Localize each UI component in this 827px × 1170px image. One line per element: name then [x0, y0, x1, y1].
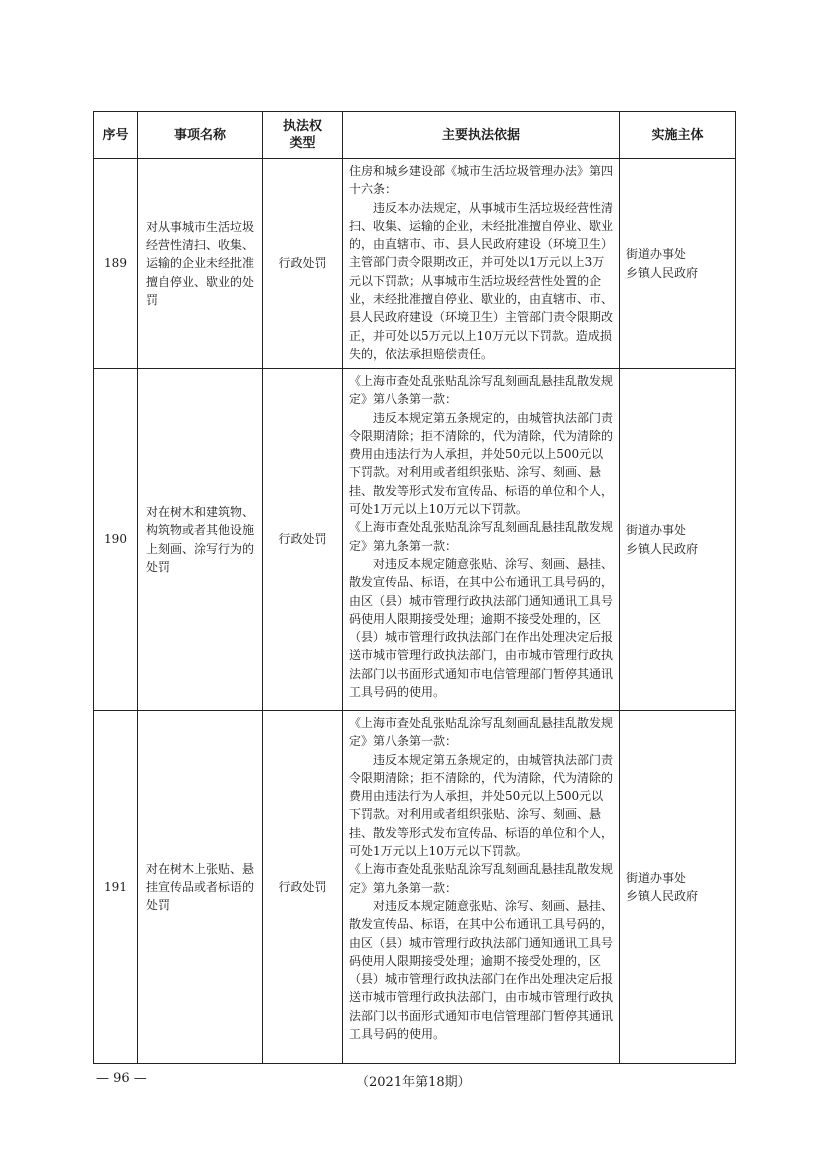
- body-line: 街道办事处: [626, 247, 687, 262]
- basis-paragraph: 《上海市查处乱张贴乱涂写乱刻画乱悬挂乱散发规定》第九条第一款：: [349, 520, 614, 553]
- header-seq: 序号: [94, 112, 138, 159]
- row-seq: 190: [94, 369, 138, 711]
- body-line: 街道办事处: [626, 523, 687, 538]
- body-line: 乡镇人民政府: [626, 265, 699, 280]
- header-type: [263, 112, 343, 159]
- body-line: 街道办事处: [626, 870, 687, 885]
- basis-paragraph: 违反本规定第五条规定的，由城管执法部门责令限期清除；拒不清除的，代为清除，代为清除的费用由违法行为人承担，并处50元以上500元以下罚款。对利用或者组织张贴、涂写、刻画、悬挂、散发等形式发布宣传品、标语的单位和个人，可处1万元以上10万元以下罚款。: [349, 410, 614, 517]
- header-type-line2: 类型: [289, 136, 316, 151]
- basis-paragraph: 《上海市查处乱张贴乱涂写乱刻画乱悬挂乱散发规定》第八条第一款：: [349, 716, 614, 749]
- table-row: [94, 159, 736, 369]
- header-type-line1: 执法权: [282, 119, 322, 134]
- row-seq: 189: [94, 159, 138, 369]
- regulation-table: [93, 111, 736, 1064]
- basis-paragraph: 《上海市查处乱张贴乱涂写乱刻画乱悬挂乱散发规定》第九条第一款：: [349, 862, 614, 895]
- basis-paragraph: 违反本办法规定，从事城市生活垃圾经营性清扫、收集、运输的企业，未经批准擅自停业、歇业的，由直辖市、市、县人民政府建设（环境卫生）主管部门责令限期改正，并可处以1万元以上3万元以下罚款；从事城市生活垃圾经营性处置的企业，未经批准擅自停业、歇业的，由直辖市、市、县人民政府建设（环境卫生）主管部门责令限期改正，并可处以5万元以上10万元以下罚款。造成损失的，依法承担赔偿责任。: [349, 200, 614, 361]
- basis-paragraph: 住房和城乡建设部《城市生活垃圾管理办法》第四十六条：: [349, 164, 614, 197]
- row-implementing-body: [620, 711, 736, 1064]
- regulation-table-container: [93, 111, 735, 1064]
- row-item-name: 对从事城市生活垃圾经营性清扫、收集、运输的企业未经批准擅自停业、歇业的处罚: [138, 159, 263, 369]
- header-body: 实施主体: [620, 112, 736, 159]
- page-number: — 96 —: [96, 1071, 147, 1086]
- row-item-name: 对在树木上张贴、悬挂宣传品或者标语的处罚: [138, 711, 263, 1064]
- table-header-row: [94, 112, 736, 159]
- basis-paragraph: 对违反本规定随意张贴、涂写、刻画、悬挂、散发宣传品、标语，在其中公布通讯工具号码的，由区（县）城市管理行政执法部门通知通讯工具号码使用人限期接受处理；逾期不接受处理的，区（县）城市管理行政执法部门在作出处理决定后报送市城市管理行政执法部门，由市城市管理行政执法部门以书面形式通知市电信管理部门暂停其通讯工具号码的使用。: [349, 556, 614, 700]
- row-type: 行政处罚: [263, 711, 343, 1064]
- basis-paragraph: 对违反本规定随意张贴、涂写、刻画、悬挂、散发宣传品、标语，在其中公布通讯工具号码的，由区（县）城市管理行政执法部门通知通讯工具号码使用人限期接受处理；逾期不接受处理的，区（县）城市管理行政执法部门在作出处理决定后报送市城市管理行政执法部门，由市城市管理行政执法部门以书面形式通知市电信管理部门暂停其通讯工具号码的使用。: [349, 898, 614, 1042]
- body-line: 乡镇人民政府: [626, 541, 699, 556]
- table-row: [94, 369, 736, 711]
- row-basis: [343, 159, 620, 369]
- row-type: 行政处罚: [263, 159, 343, 369]
- row-basis: [343, 711, 620, 1064]
- basis-paragraph: 违反本规定第五条规定的，由城管执法部门责令限期清除；拒不清除的，代为清除，代为清除的费用由违法行为人承担，并处50元以上500元以下罚款。对利用或者组织张贴、涂写、刻画、悬挂、散发等形式发布宣传品、标语的单位和个人，可处1万元以上10万元以下罚款。: [349, 752, 614, 859]
- row-implementing-body: [620, 159, 736, 369]
- row-implementing-body: [620, 369, 736, 711]
- body-line: 乡镇人民政府: [626, 889, 699, 903]
- header-basis: 主要执法依据: [343, 112, 620, 159]
- row-seq: 191: [94, 711, 138, 1064]
- basis-paragraph: 《上海市查处乱张贴乱涂写乱刻画乱悬挂乱散发规定》第八条第一款：: [349, 374, 614, 407]
- header-name: 事项名称: [138, 112, 263, 159]
- row-basis: [343, 369, 620, 711]
- row-type: 行政处罚: [263, 369, 343, 711]
- table-row: [94, 711, 736, 1064]
- issue-label: （2021年第18期）: [356, 1075, 471, 1090]
- row-item-name: 对在树木和建筑物、构筑物或者其他设施上刻画、涂写行为的处罚: [138, 369, 263, 711]
